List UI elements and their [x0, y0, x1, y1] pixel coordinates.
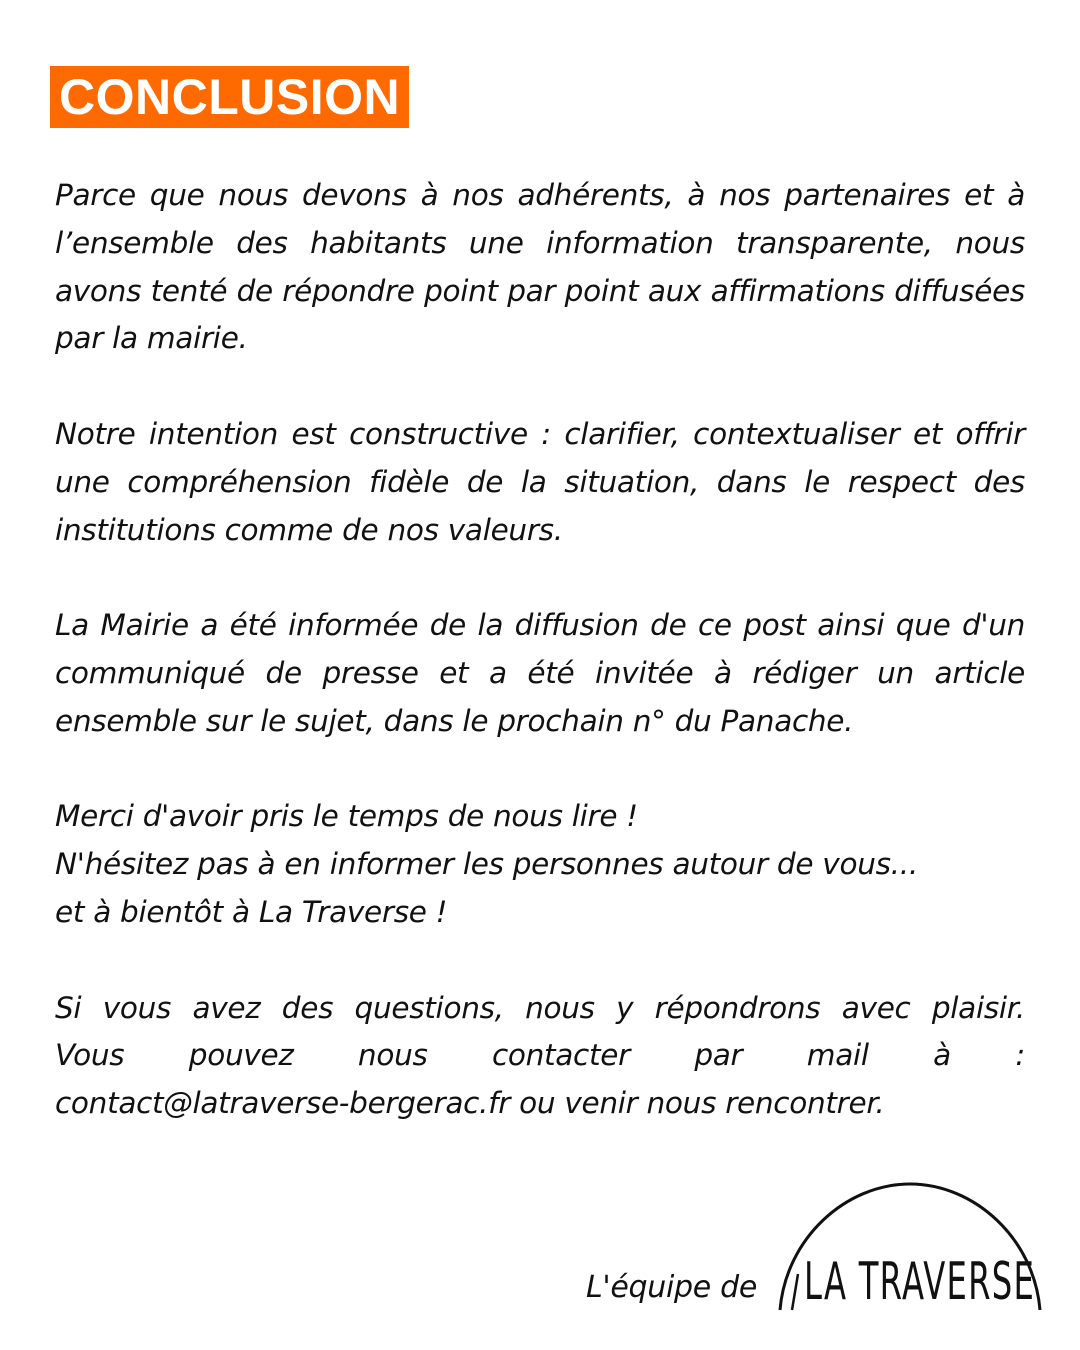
contact-line-3-email: contact@latraverse-bergerac.fr ou venir nous rencontrer.	[55, 1086, 885, 1121]
la-traverse-logo	[776, 1178, 1044, 1318]
thanks-line-2: N'hésitez pas à en informer les personnes autour de vous...	[55, 847, 918, 882]
page-title: CONCLUSION	[59, 69, 401, 125]
contact-line-2: Vous pouvez nous contacter par mail à :	[55, 1038, 1025, 1073]
paragraph-transparency: Parce que nous devons à nos adhérents, à nos partenaires et à l’ensemble des habitants une information transparente, nous avons tenté de répondre point par point aux affirmations diffusées par la mairie.	[55, 178, 1025, 356]
contact-block	[55, 985, 1025, 1128]
signature-text: L'équipe de	[586, 1270, 758, 1305]
logo-wordmark: LA TRAVERSE	[804, 1252, 1036, 1312]
thanks-block	[55, 793, 1025, 936]
conclusion-title-badge	[50, 66, 409, 128]
conclusion-body	[55, 172, 1025, 1176]
thanks-line-3: et à bientôt à La Traverse !	[55, 894, 448, 929]
paragraph-intention: Notre intention est constructive : clarifier, contextualiser et offrir une compréhension fidèle de la situation, dans le respect des institutions comme de nos valeurs.	[55, 416, 1025, 547]
thanks-line-1: Merci d'avoir pris le temps de nous lire !	[55, 799, 638, 834]
contact-line-1: Si vous avez des questions, nous y répondrons avec plaisir.	[55, 990, 1025, 1025]
paragraph-mairie-informed: La Mairie a été informée de la diffusion de ce post ainsi que d'un communiqué de presse et a été invitée à rédiger un article ensemble sur le sujet, dans le prochain n° du Panache.	[55, 608, 1025, 738]
